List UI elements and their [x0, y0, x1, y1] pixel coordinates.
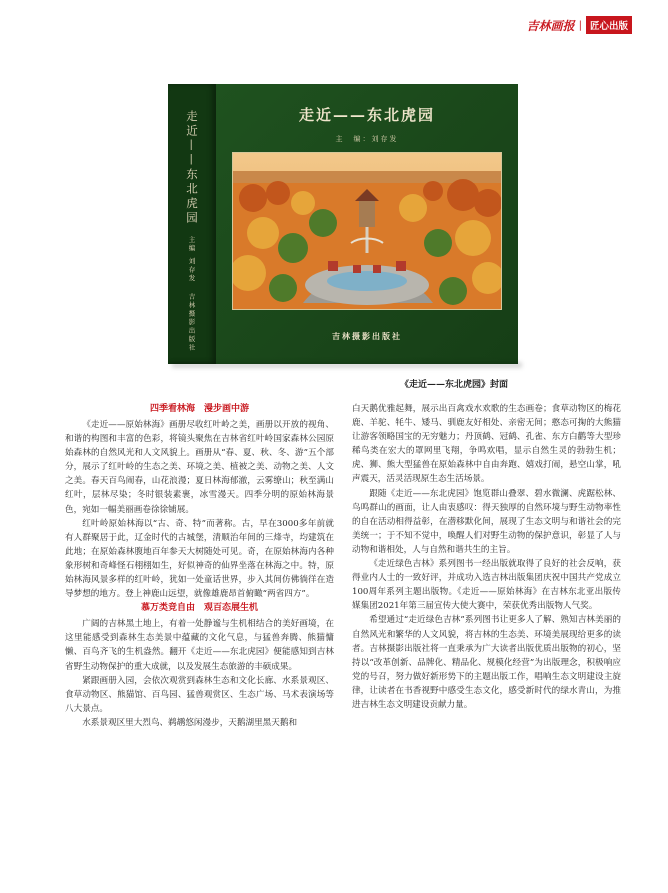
cover-press: 吉林摄影出版社: [332, 331, 402, 341]
paragraph: 《走近——原始林海》画册尽收红叶岭之美，画册以开放的视角、和谐的构图和丰富的色彩，将镜头聚焦在吉林省红叶岭国家森林公园原始森林的自然风光和人文风貌上。画册从“春、夏、秋、冬、游”五个部分，展示了红叶岭的生态之美、环境之美、植被之美、动物之美、人文之美。春天百鸟闹春，山花浪漫；夏日林海郁澈，云雾缭山；秋至满山红叶，层林尽染；冬时银装素裹，冰雪漫天。四季分明的原始林海景色，宛如一幅美丽画卷徐徐铺展。: [65, 420, 334, 515]
header-separator: |: [578, 19, 582, 31]
image-caption: 《走近——东北虎园》封面: [399, 380, 508, 390]
book-cover-image: [168, 84, 518, 364]
paragraph: 红叶岭原始林海以“古、奇、特”而著称。古，早在3000多年前就有人群聚居于此，辽金时代的古城堡，清顺治年间的三烽寺，均建筑在此地；在原始森林腹地百年参天大树随处可见。奇，在原始林海内各种象形树和奇峰怪石栩栩如生，好似神奇的仙界坐落在林海之中。特，原始林海风景多样的红叶岭，犹如一处童话世界，步入其间仿佛徜徉在造导梦想的地方。登上神鹿山远望，就像雄鹿昂首俯瞰“两省四方”。: [65, 518, 334, 600]
right-column: [352, 402, 621, 712]
paragraph: 希望通过“走近绿色吉林”系列图书让更多人了解、熟知吉林美丽的自然风光和繁华的人文风貌，将吉林的生态美、环境美展现给更多的读者。吉林摄影出版社将一直秉承为广大读者出版优质出版物的初心，坚持以“改革创新、品牌化、精品化、规模化经营”为出版理念，积极响应党的号召，努力做好新形势下的主题出版工作，唱响生态文明建设主旋律，让读者在书香视野中感受生态文化，感受新时代的绿水青山，为推进吉林生态文明建设贡献力量。: [352, 615, 621, 710]
cover-editor: 主 编：刘存发: [335, 135, 399, 143]
left-column: [65, 402, 334, 730]
cover-title: 走近——东北虎园: [298, 106, 435, 124]
aerial-park-illustration: [233, 153, 501, 309]
section-tag: 匠心出版: [586, 16, 632, 34]
book-spine: [168, 84, 216, 364]
page-header: [527, 16, 632, 34]
paragraph: 广阔的吉林黑土地上，有着一处静谧与生机相结合的美好画境，在这里能感受到森林生态美景中蕴藏的文化气息，与猛兽奔腾、熊猫慵懒、百鸟齐飞的生机盎然。翻开《走近——东北虎园》便能感知到吉林省野生动物保护的重大成就，以及发展生态旅游的丰硕成果。: [65, 619, 334, 672]
paragraph: 白天鹅优雅起舞，展示出百禽戏水欢歌的生态画卷；食草动物区的梅花鹿、羊驼、牦牛、矮马、驯鹿友好相处、亲密无间；憨态可掬的大熊猫让游客领略国宝的无穷魅力；丹顶鹤、冠鹤、孔雀、东方白鹳等大型珍稀鸟类在宏大的罩网里飞翔，争鸣欢唱，显示自然生灵的勃勃生机；虎、狮、熊大型猛兽在原始森林中自由奔跑、嬉戏打闹，悬空山掌，吼声震天，活灵活现原生态生活场景。: [352, 404, 621, 485]
book-shadow: [172, 362, 522, 368]
paragraph: 跟随《走近——东北虎园》饱览群山叠翠、碧水微澜、虎踞松林、鸟鸣群山的画面，让人由衷感叹：得天独厚的自然环境与野生动物率性的自在活动相得益彰，在潜移默化间，展现了生态文明与和谐社会的完美统一；于不知不觉中，唤醒人们对野生动物的保护意识，彰显了人与动物和谐相处，人与自然和谐共生的主旨。: [352, 488, 621, 555]
spine-press: 吉林摄影出版社: [187, 292, 196, 353]
spine-title: 走近——东北虎园: [185, 110, 199, 226]
section-heading-1: 四季看林海 漫步画中游: [149, 404, 249, 414]
paragraph: 《走近绿色吉林》系列图书一经出版就取得了良好的社会反响，获得业内人士的一致好评，并成功入选吉林出版集团庆祝中国共产党成立100周年系列主题出版物。《走近——原始林海》在吉林东北亚出版传媒集团2021年第三届宣传大使大赛中，荣获优秀出版物人气奖。: [352, 559, 621, 612]
publication-logo: 吉林画报: [526, 18, 575, 33]
section-heading-2: 慕万类竞自由 观百态展生机: [140, 603, 258, 614]
spine-editor: 主编 刘存发: [187, 236, 196, 283]
paragraph: 紧跟画册入园，会依次观赏到森林生态和文化长廊、水系景观区、食草动物区、熊猫馆、百鸟园、猛兽观赏区、生态广场、马术表演场等八大景点。: [65, 675, 334, 714]
book-front-cover: [216, 84, 518, 364]
cover-photo-aerial-park: [232, 152, 502, 310]
paragraph: 水系景观区里大烈鸟、鹈鹕悠闲漫步，天鹅湖里黑天鹅和: [82, 717, 298, 728]
